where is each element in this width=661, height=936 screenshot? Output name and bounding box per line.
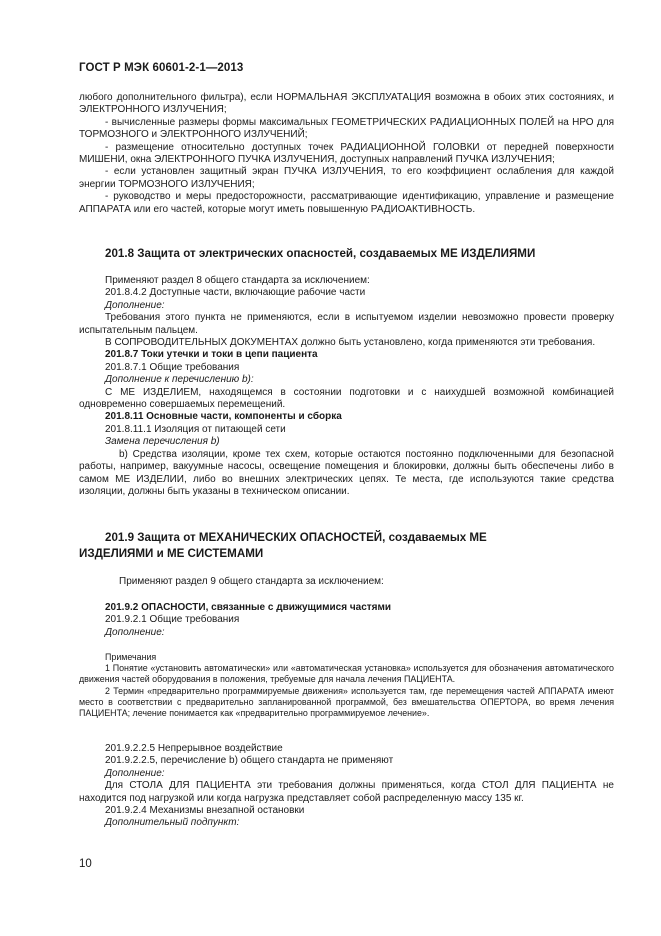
note-item: 2 Термин «предварительно программируемые движения» используется там, где перемещения частей АППАРАТА имеют место в соответствии с предварительно запланированной программой, без вмешательства ОПЕРТОРА, во время лечения ПАЦИЕНТА; лечение понимается как «предварительно программируемое лечение». bbox=[79, 685, 614, 719]
section-201-9-intro bbox=[79, 576, 614, 588]
intro-list-item: - если установлен защитный экран ПУЧКА ИЗЛУЧЕНИЯ, то его коэффициент ослабления для каждой энергии ТОРМОЗНОГО ИЗЛУЧЕНИЯ; bbox=[79, 166, 614, 190]
section-heading-continued: ИЗДЕЛИЯМИ и МЕ СИСТЕМАМИ bbox=[79, 547, 264, 560]
paragraph: Применяют раздел 8 общего стандарта за исключением: bbox=[105, 275, 370, 286]
paragraph: С МЕ ИЗДЕЛИЕМ, находящемся в состоянии подготовки и с наихудшей возможной комбинацией одновременно совершаемых перемещений. bbox=[79, 386, 614, 411]
paragraph: Требования этого пункта не применяются, если в испытуемом изделии невозможно провести проверку испытательным пальцем. bbox=[79, 312, 614, 336]
clause-note: Дополнение: bbox=[105, 767, 165, 779]
clause-title: 201.8.4.2 Доступные части, включающие рабочие части bbox=[105, 287, 366, 299]
clause-title: 201.9.2.2.5 Непрерывное воздействие bbox=[105, 743, 283, 754]
clause-note: Дополнение: bbox=[105, 299, 165, 311]
clause-note: Замена перечисления b) bbox=[105, 436, 220, 448]
clause-note: Дополнение: bbox=[105, 626, 165, 638]
clause-title: 201.8.7.1 Общие требования bbox=[105, 361, 240, 373]
paragraph: 201.9.2.2.5, перечисление b) общего стандарта не применяют bbox=[105, 755, 394, 767]
clause-title: 201.9.2.4 Механизмы внезапной остановки bbox=[105, 805, 305, 817]
clause-note: Дополнительный подпункт: bbox=[105, 817, 240, 829]
intro-paragraph: любого дополнительного фильтра), если НОРМАЛЬНАЯ ЭКСПЛУАТАЦИЯ возможна в обоих этих состояниях, и ЭЛЕКТРОННОГО ИЗЛУЧЕНИЯ; bbox=[79, 92, 614, 116]
intro-block bbox=[79, 92, 614, 216]
section-201-9-heading-wrap bbox=[105, 530, 614, 546]
section-201-9-continued bbox=[79, 743, 614, 830]
note-item: 1 Понятие «установить автоматически» или «автоматическая установка» используется для обозначения автоматического движения частей оборудования в положения, требуемые для начала лечения ПАЦИЕНТА. bbox=[79, 663, 614, 685]
intro-list-item: - руководство и меры предосторожности, рассматривающие идентификацию, управление и размещение АППАРАТА или его частей, которые могут иметь повышенную РАДИОАКТИВНОСТЬ. bbox=[79, 191, 614, 215]
paragraph: Для СТОЛА ДЛЯ ПАЦИЕНТА эти требования должны применяться, когда СТОЛ ДЛЯ ПАЦИЕНТА не находится под нагрузкой или когда нагрузка представляет собой распределенную массу 135 кг. bbox=[79, 780, 614, 804]
section-201-8-body bbox=[79, 275, 614, 498]
clause-note: Дополнение к перечислению b): bbox=[105, 374, 254, 386]
intro-list-item: - вычисленные размеры формы максимальных ГЕОМЕТРИЧЕСКИХ РАДИАЦИОННЫХ ПОЛЕЙ на НРО для ТОРМОЗНОГО и ЭЛЕКТРОННОГО ИЗЛУЧЕНИЙ; bbox=[79, 116, 614, 141]
notes-title: Примечания bbox=[105, 652, 157, 662]
section-201-9-heading-wrap-2 bbox=[79, 546, 614, 562]
section-201-9-body bbox=[79, 602, 614, 639]
page-number: 10 bbox=[79, 858, 92, 870]
paragraph: В СОПРОВОДИТЕЛЬНЫХ ДОКУМЕНТАХ должно быть установлено, когда применяются эти требования. bbox=[105, 337, 596, 349]
clause-title: 201.8.7 Токи утечки и токи в цепи пациента bbox=[105, 349, 318, 361]
document-header: ГОСТ Р МЭК 60601-2-1—2013 bbox=[79, 62, 244, 74]
paragraph: Применяют раздел 9 общего стандарта за исключением: bbox=[119, 576, 384, 587]
section-heading: 201.9 Защита от МЕХАНИЧЕСКИХ ОПАСНОСТЕЙ, создаваемых МЕ bbox=[105, 531, 487, 544]
clause-title: 201.9.2 ОПАСНОСТИ, связанные с движущимися частями bbox=[105, 602, 392, 613]
paragraph: b) Средства изоляции, кроме тех схем, которые остаются постоянно подключенными для безопасной работы, например, вакуумные насосы, освещение помещения и блокировки, должны быть обеспечены либо в самом МЕ ИЗДЕЛИИ, либо во внешних электрических цепях. Те места, где используются такие средства изоляции, должны быть указаны в техническом описании. bbox=[79, 448, 614, 497]
clause-title: 201.8.11 Основные части, компоненты и сборка bbox=[105, 411, 342, 423]
section-201-8-heading-wrap bbox=[105, 246, 614, 262]
section-heading: 201.8 Защита от электрических опасностей, создаваемых МЕ ИЗДЕЛИЯМИ bbox=[105, 247, 536, 260]
intro-list-item: - размещение относительно доступных точек РАДИАЦИОННОЙ ГОЛОВКИ от передней поверхности МИШЕНИ, окна ЭЛЕКТРОННОГО ПУЧКА ИЗЛУЧЕНИЯ, доступных направлений ПУЧКА ИЗЛУЧЕНИЯ; bbox=[79, 141, 614, 166]
clause-title: 201.8.11.1 Изоляция от питающей сети bbox=[105, 423, 286, 435]
notes-block bbox=[79, 652, 614, 719]
clause-title: 201.9.2.1 Общие требования bbox=[105, 614, 240, 626]
